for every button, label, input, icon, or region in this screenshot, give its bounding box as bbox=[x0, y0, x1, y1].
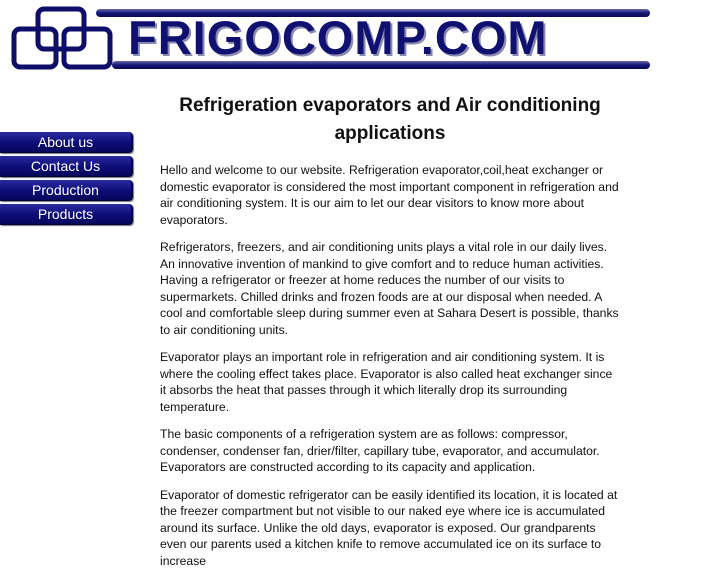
body-paragraph: Refrigerators, freezers, and air conditioning units plays a vital role in our daily lives. An innovative invention of mankind to give comfort and to reduce human activities. Having a refrigerator or freezer at home reduces the number of our visits to supermarkets. Chilled drinks and frozen foods are at our disposal when needed. A cool and comfortable sleep during summer even at Sahara Desert is possible, thanks to air conditioning units. bbox=[160, 240, 619, 337]
body-paragraph: The basic components of a refrigeration system are as follows: compressor, condenser, condenser fan, drier/filter, capillary tube, evaporator, and accumulator. Evaporators are constructed according to its capacity and application. bbox=[160, 427, 600, 474]
nav-products[interactable]: Products bbox=[0, 204, 133, 225]
site-header bbox=[0, 0, 727, 80]
side-navigation bbox=[0, 132, 133, 228]
body-paragraph: Evaporator of domestic refrigerator can be easily identified its location, it is located at the freezer compartment but not visible to our naked eye where ice is accumulated around its surface. Unlike the old days, evaporator is exposed. Our grandparents even our parents used a kitchen knife to remove accumulated ice on its surface to increase bbox=[160, 487, 618, 568]
nav-production[interactable]: Production bbox=[0, 180, 133, 201]
site-logo-text[interactable]: FRIGOCOMP.COM bbox=[128, 11, 548, 64]
main-content bbox=[160, 92, 620, 580]
nav-about-us[interactable]: About us bbox=[0, 132, 133, 153]
intro-paragraph: Hello and welcome to our website. Refrigeration evaporator,coil,heat exchanger or domestic evaporator is considered the most important component in refrigeration and air conditioning system. It is our aim to let our dear visitors to know more about evaporators. bbox=[160, 163, 619, 227]
body-paragraph: Evaporator plays an important role in refrigeration and air conditioning system. It is where the cooling effect takes place. Evaporator is also called heat exchanger since it absorbs the heat that passes through it which literally drop its surrounding temperature. bbox=[160, 350, 613, 414]
nav-contact-us[interactable]: Contact Us bbox=[0, 156, 133, 177]
page-title: Refrigeration evaporators and Air conditioning applications bbox=[179, 95, 601, 144]
